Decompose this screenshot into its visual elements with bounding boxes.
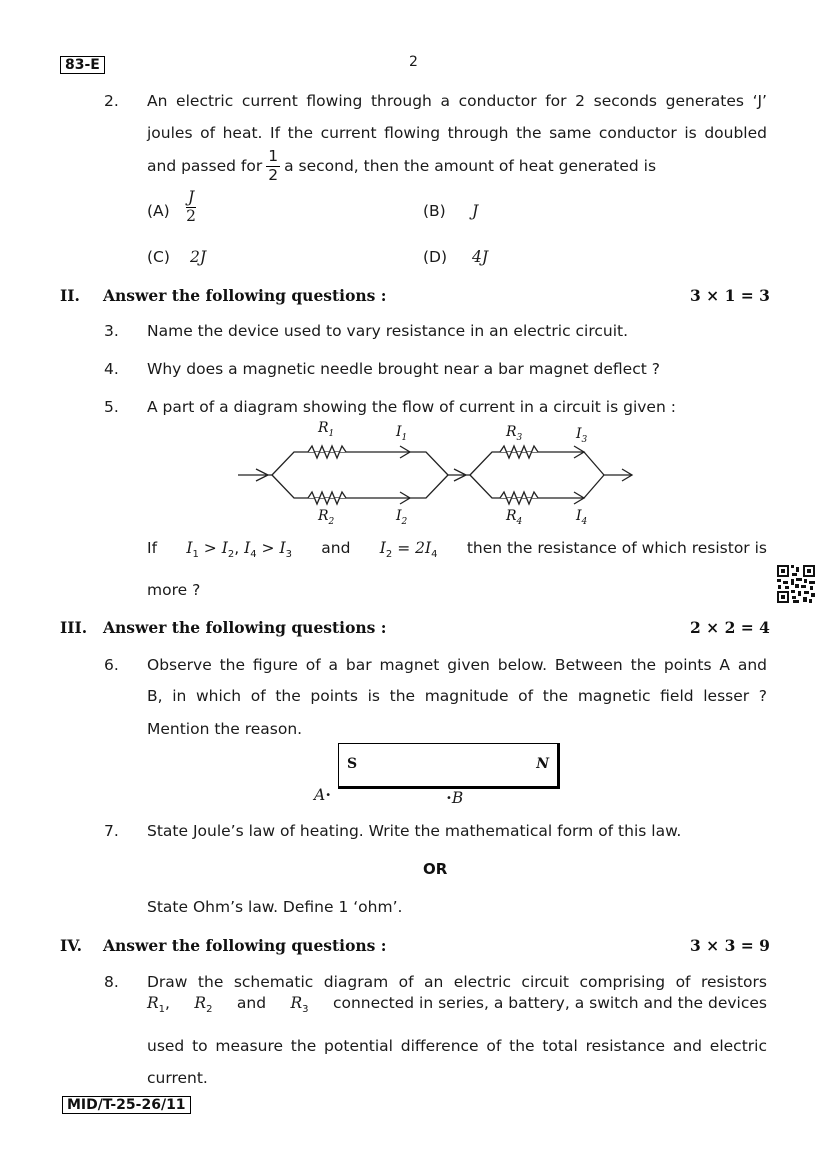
resistor-r3 [500,446,538,458]
q5-number: 5. [104,398,119,416]
section-2-marks: 3 × 1 = 3 [690,286,770,305]
wire-branch-1-top [272,452,448,475]
section-4-roman: IV. [60,936,82,955]
q2-option-a-label: (A) [147,202,170,220]
magnet-south-pole: S [347,756,358,772]
q2-option-c-value: 2J [190,248,207,266]
q8-line1: Draw the schematic diagram of an electric circuit comprising of resistors [147,973,767,991]
circuit-diagram [230,418,650,530]
resistor-r2 [308,492,346,504]
q2-fraction [266,149,280,183]
q2-option-a-den: 2 [186,206,197,225]
paper-code: 83-E [65,57,100,73]
label-i1: $I_1$ [396,424,408,443]
q8-line4: current. [147,1069,208,1087]
q6-line1: Observe the figure of a bar magnet given below. Between the points A and [147,656,767,674]
q2-option-c-label: (C) [147,248,170,266]
label-r2: $R_2$ [318,508,335,527]
footer-code-box [62,1096,191,1114]
q5-text: A part of a diagram showing the flow of current in a circuit is given : [147,398,676,416]
q2-option-b-label: (B) [423,202,446,220]
q6-line3: Mention the reason. [147,720,303,738]
q7-alt: State Ohm’s law. Define 1 ‘ohm’. [147,898,403,916]
section-2-title: Answer the following questions : [103,286,387,305]
q8-r3: $R_3$ [290,994,309,1016]
magnet-north-pole: N [536,756,549,772]
q3-text: Name the device used to vary resistance in an electric circuit. [147,322,629,340]
q2-option-d-label: (D) [423,248,448,266]
q8-r2: $R_2$ [194,994,213,1016]
section-4-marks: 3 × 3 = 9 [690,936,770,955]
q2-line3-post: a second, then the amount of heat generated is [284,157,657,175]
paper-code-box [60,56,105,74]
label-i2: $I_2$ [396,508,408,527]
footer-code: MID/T-25-26/11 [67,1097,186,1113]
q6-number: 6. [104,656,119,674]
wire-branch-2-top [470,452,604,475]
wire-branch-2-bottom [470,475,604,498]
label-i3: $I_3$ [576,426,588,445]
q5-cond-math1: $I_1 > I_2$, $I_4 > I_3$ [186,539,292,561]
q8-number: 8. [104,973,119,991]
q2-option-a-num: J [188,188,195,206]
q4-number: 4. [104,360,119,378]
label-r4: $R_4$ [506,508,523,527]
label-r3: $R_3$ [506,424,523,443]
q8-line2-post: connected in series, a battery, a switch and the devices [332,994,767,1012]
q7-text: State Joule’s law of heating. Write the mathematical form of this law. [147,822,682,840]
q7-number: 7. [104,822,119,840]
q2-line3-pre: and passed for [147,157,263,175]
q2-option-a-value [186,190,196,224]
section-3-marks: 2 × 2 = 4 [690,618,770,637]
q2-option-d-value: 4J [472,248,489,266]
q2-frac-den: 2 [268,165,279,184]
q5-condition [147,539,767,560]
page-number: 2 [409,54,418,70]
q2-number: 2. [104,92,119,110]
wire-branch-1-bottom [272,475,448,498]
section-2-roman: II. [60,286,80,305]
q8-line2 [147,994,767,1015]
q2-line1: An electric current flowing through a conductor for 2 seconds generates ‘J’ [147,92,767,110]
section-3-title: Answer the following questions : [103,618,387,637]
q2-line3 [147,146,656,186]
q8-r1: $R_1$, [147,994,170,1016]
q2-frac-num: 1 [268,147,279,165]
label-r1: $R_1$ [318,420,335,439]
q3-number: 3. [104,322,119,340]
q4-text: Why does a magnetic needle brought near a bar magnet deflect ? [147,360,660,378]
q5-cond-and: and [321,539,351,557]
section-4-title: Answer the following questions : [103,936,387,955]
q5-line2: more ? [147,581,201,599]
q2-line2: joules of heat. If the current flowing through the same conductor is doubled [147,124,767,142]
qr-code-icon [776,564,816,604]
point-b: •B [446,789,464,807]
resistor-r4 [500,492,538,504]
bar-magnet [338,743,560,789]
q8-line3: used to measure the potential difference of the total resistance and electric [147,1037,767,1055]
q8-and: and [236,994,267,1012]
q5-cond-if: If [147,539,158,557]
q2-option-b-value: J [472,202,479,220]
section-3-roman: III. [60,618,88,637]
point-a: A• [314,786,332,804]
resistor-r1 [308,446,346,458]
q5-cond-math2: $I_2 = 2I_4$ [379,539,438,561]
q5-cond-then: then the resistance of which resistor is [466,539,767,557]
q6-line2: B, in which of the points is the magnitude of the magnetic field lesser ? [147,687,767,705]
label-i4: $I_4$ [576,508,588,527]
q7-or: OR [423,860,448,878]
